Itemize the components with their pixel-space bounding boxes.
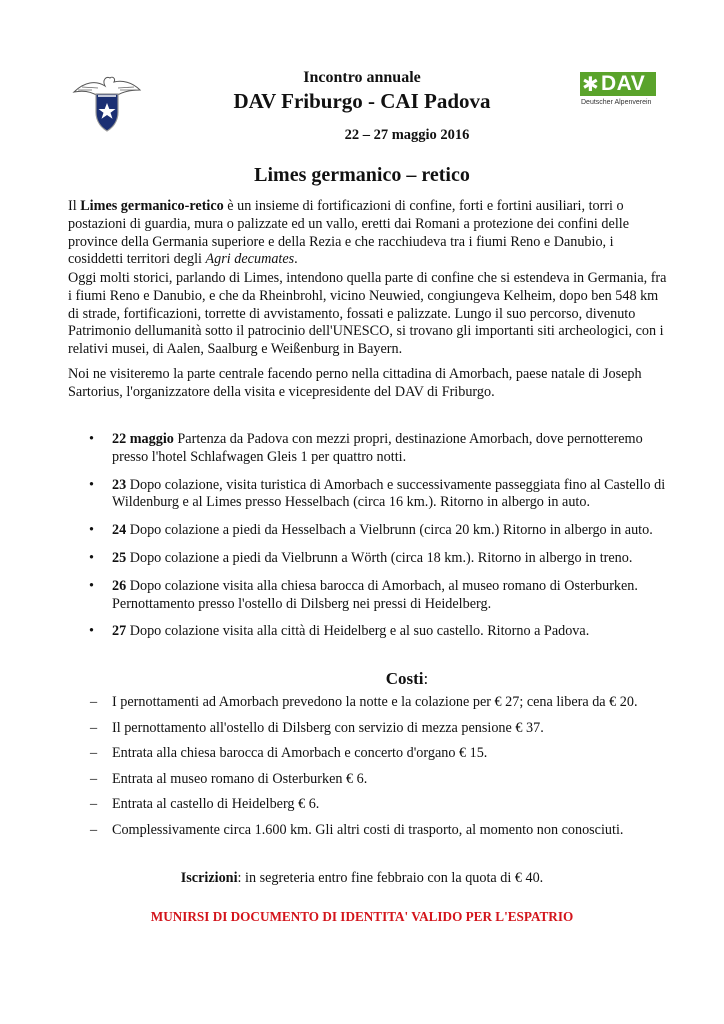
bullet-icon: •	[89, 431, 94, 447]
cost-item	[68, 720, 688, 738]
itinerary-item	[68, 550, 668, 568]
itinerary-day: 25	[112, 549, 127, 566]
dash-icon: –	[90, 796, 98, 813]
costs-heading	[0, 669, 724, 689]
edelweiss-icon: ✱	[582, 72, 599, 96]
dav-logo-text: DAV	[601, 72, 646, 95]
itinerary-item	[68, 578, 668, 614]
registration-text: : in segreteria entro fine febbraio con la quota di € 40.	[237, 870, 544, 886]
itinerary-text: Dopo colazione a piedi da Vielbrunn a Wörth (circa 18 km.). Ritorno in albergo in treno.	[126, 549, 633, 566]
itinerary-item	[68, 431, 668, 467]
itinerary-day: 23	[112, 476, 127, 493]
intro-bold-term: Limes germanico-retico	[80, 198, 224, 214]
page-title: Limes germanico – retico	[254, 164, 470, 186]
intro-text: Il	[68, 198, 81, 214]
itinerary-text: Partenza da Padova con mezzi propri, destinazione Amorbach, dove pernotteremo presso l'hotel Schlafwagen Gleis 1 per quattro notti.	[112, 431, 643, 465]
intro-paragraph-2: Oggi molti storici, parlando di Limes, intendono quella parte di confine che si estendeva in Germania, fra i fiumi Reno e Danubio, e che da Rheinbrohl, vicino Neuwied, congiungeva Kelheim, dopo ben 548 km di strade, fortificazioni, torrette di avvistamento, fossati e palizzate. Lungo il suo percorso, divenuto Patrimonio dellumanità sotto il patrocinio dell'UNESCO, si trovano gli importanti siti archeologici, con i relativi musei, di Aalen, Saalburg e Weißenburg in Bayern.	[68, 270, 667, 358]
registration-note	[0, 869, 724, 887]
cost-text: Complessivamente circa 1.600 km. Gli altri costi di trasporto, al momento non conosciuti.	[112, 821, 624, 838]
header-title: DAV Friburgo - CAI Padova	[233, 89, 491, 113]
cost-item	[68, 694, 688, 712]
dash-icon: –	[90, 821, 98, 838]
cost-item	[68, 745, 688, 763]
bullet-icon: •	[89, 577, 94, 594]
dash-icon: –	[90, 745, 98, 762]
cost-item	[68, 822, 688, 840]
bullet-icon: •	[89, 549, 94, 566]
cost-text: Entrata alla chiesa barocca di Amorbach e concerto d'organo € 15.	[112, 745, 488, 762]
costs-heading-label: Costi	[385, 669, 424, 688]
id-document-warning: MUNIRSI DI DOCUMENTO DI IDENTITA' VALIDO PER L'ESPATRIO	[150, 909, 574, 924]
dash-icon: –	[90, 719, 98, 736]
itinerary-day: 24	[112, 522, 127, 539]
cost-text: Il pernottamento all'ostello di Dilsberg con servizio di mezza pensione € 37.	[112, 719, 544, 736]
dash-icon: –	[90, 694, 98, 710]
dav-logo-subtitle: Deutscher Alpenverein	[581, 99, 652, 106]
cost-text: Entrata al museo romano di Osterburken € 6.	[112, 770, 368, 787]
event-dates: 22 – 27 maggio 2016	[344, 127, 470, 143]
cost-item	[68, 771, 688, 789]
itinerary-text: Dopo colazione a piedi da Hesselbach a Vielbrunn (circa 20 km.) Ritorno in albergo in auto.	[126, 522, 653, 539]
cost-text: Entrata al castello di Heidelberg € 6.	[112, 796, 320, 813]
cost-item	[68, 796, 688, 814]
itinerary-text: Dopo colazione visita alla città di Heidelberg e al suo castello. Ritorno a Padova.	[126, 623, 590, 640]
itinerary-list	[68, 431, 668, 651]
costs-heading-colon: :	[423, 669, 429, 688]
intro-text: è un insieme di fortificazioni di confine, forti e fortini ausiliari, torri o postazioni di guardia, mura o palizzate ed un vallo, eretti dai Romani a protezione dei confini delle province della Germania superiore e della Rezia e che racchiudeva tra i fiumi Reno e Danubio, i cosiddetti territori degli	[68, 198, 629, 268]
itinerary-text: Dopo colazione, visita turistica di Amorbach e successivamente passeggiata fino al Castello di Wildenburg e al Limes presso Hesselbach (circa 16 km.). Ritorno in albergo in auto.	[112, 476, 666, 511]
itinerary-item	[68, 623, 668, 641]
registration-label: Iscrizioni	[180, 870, 238, 886]
bullet-icon: •	[89, 623, 94, 640]
intro-text: .	[294, 251, 298, 268]
itinerary-item	[68, 522, 668, 540]
header-subtitle: Incontro annuale	[303, 69, 421, 86]
itinerary-text: Dopo colazione visita alla chiesa barocca di Amorbach, al museo romano di Osterburken. Pernottamento presso l'ostello di Dilsberg nei pressi di Heidelberg.	[112, 577, 638, 612]
itinerary-day: 22 maggio	[112, 431, 174, 447]
intro-paragraph-1	[68, 198, 668, 269]
intro-paragraph-3: Noi ne visiteremo la parte centrale facendo perno nella cittadina di Amorbach, paese natale di Joseph Sartorius, l'organizzatore della visita e vicepresidente del DAV di Friburgo.	[68, 366, 642, 400]
itinerary-day: 26	[112, 577, 127, 594]
bullet-icon: •	[89, 476, 94, 493]
itinerary-item	[68, 477, 668, 513]
intro-italic-term: Agri decumates	[205, 251, 295, 268]
costs-list	[68, 694, 688, 848]
cost-text: I pernottamenti ad Amorbach prevedono la notte e la colazione per € 27; cena libera da € 20.	[112, 694, 638, 710]
itinerary-day: 27	[112, 623, 127, 640]
dash-icon: –	[90, 770, 98, 787]
bullet-icon: •	[89, 522, 94, 539]
